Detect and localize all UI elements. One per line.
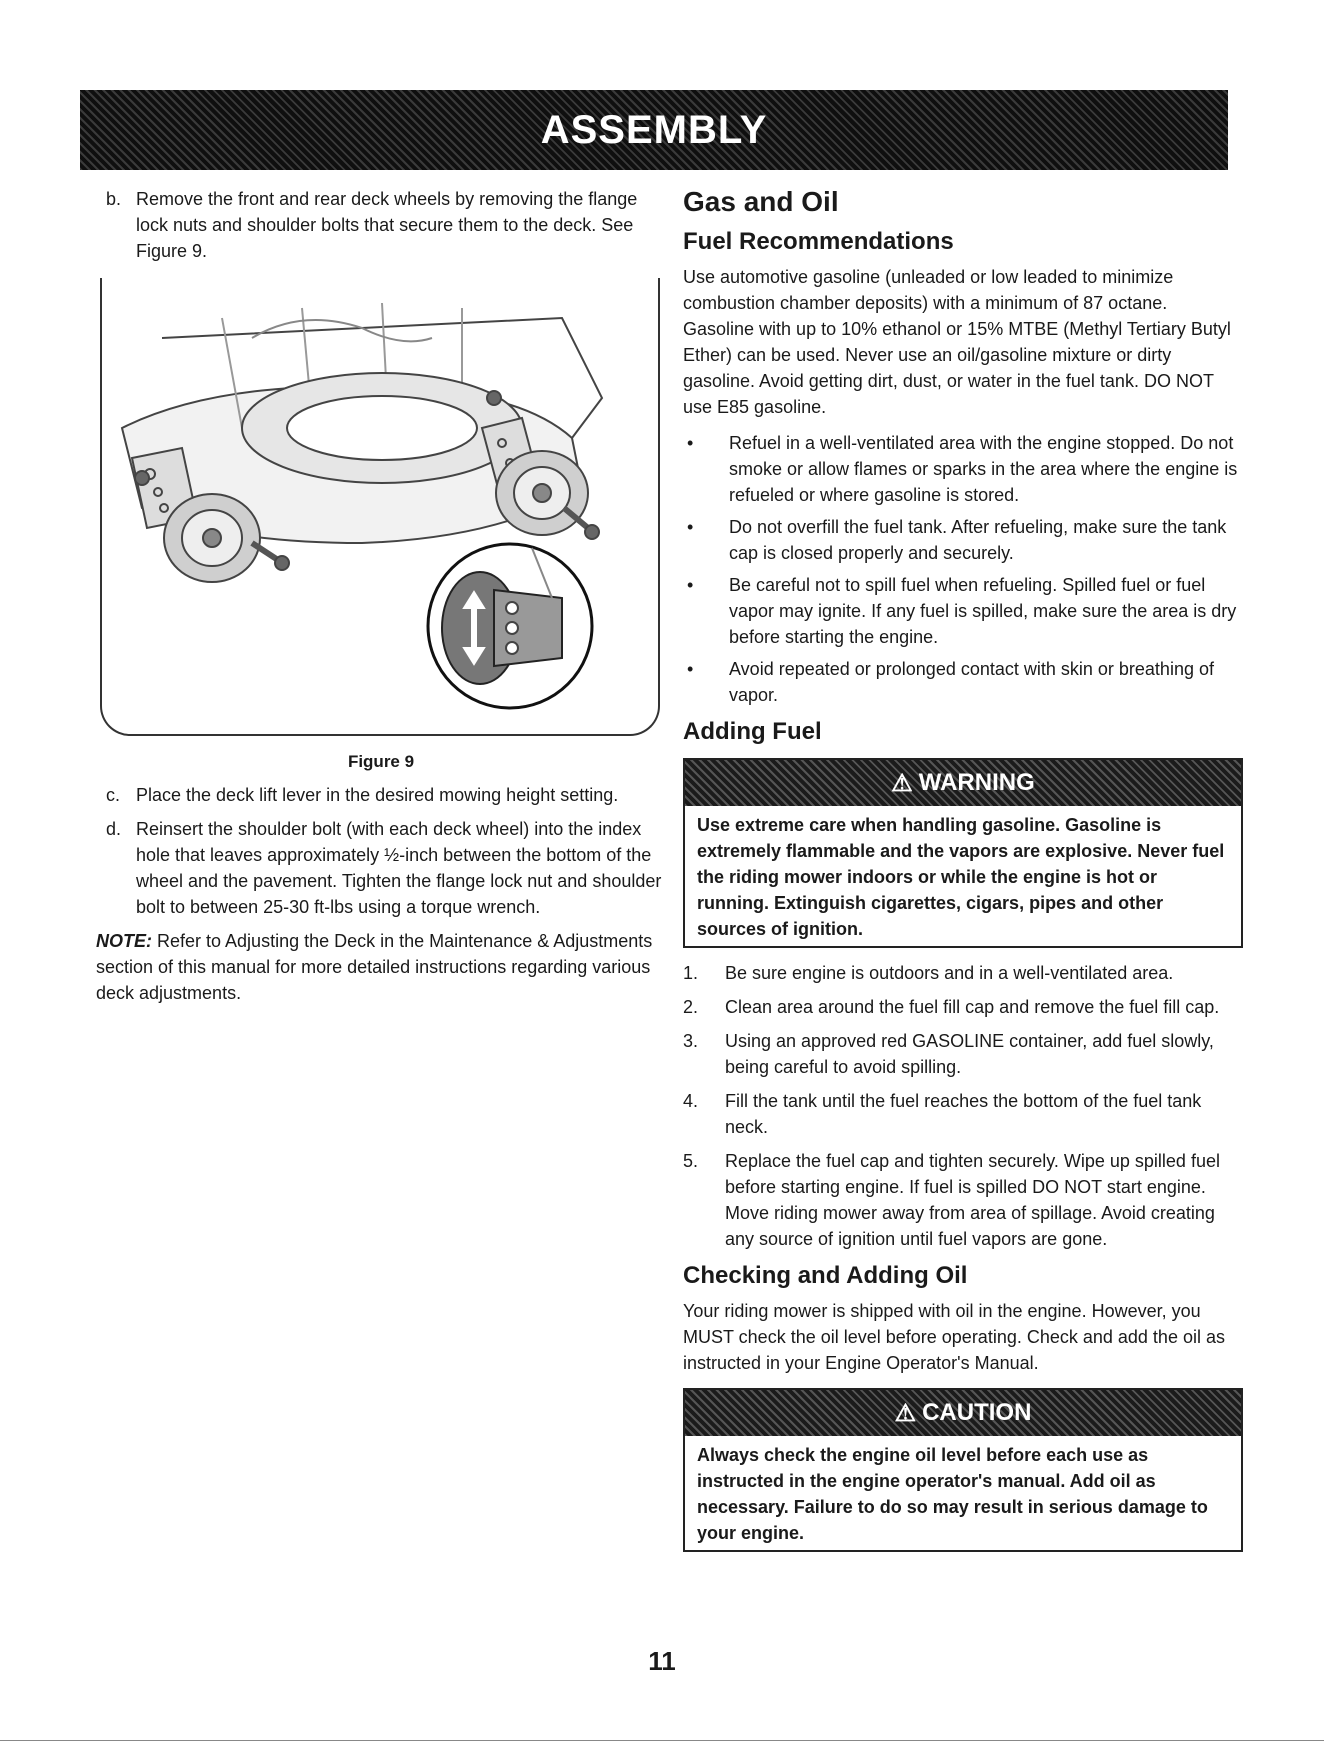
list-item: [683, 514, 1243, 566]
step-marker: d.: [106, 819, 122, 839]
bullet-marker: •: [687, 659, 694, 679]
list-item: [683, 1028, 1243, 1080]
fuel-recommendations-text: Use automotive gasoline (unleaded or low leaded to minimize combustion chamber deposits) with a minimum of 87 octane. Gasoline with up to 10% ethanol or 15% MTBE (Methyl Tertiary Butyl Ether) can be used. Never use an oil/gasoline mixture or dirty gasoline. Avoid getting dirt, dust, or water in the fuel tank. DO NOT use E85 gasoline.: [683, 267, 1231, 417]
list-item: [683, 572, 1243, 650]
right-column: [683, 186, 1243, 1564]
bullet-marker: •: [687, 575, 694, 595]
caution-box: [683, 1388, 1243, 1552]
bullet-text: Avoid repeated or prolonged contact with skin or breathing of vapor.: [729, 659, 1214, 705]
bottom-divider: [0, 1740, 1324, 1741]
gas-and-oil-heading: Gas and Oil: [683, 186, 839, 217]
adding-fuel-steps: [683, 960, 1243, 1252]
warning-header: [685, 760, 1241, 806]
caution-text: Always check the engine oil level before each use as instructed in the engine operator's manual. Add oil as necessary. Failure to do so may result in serious damage to your engine.: [697, 1445, 1208, 1543]
caution-header: [685, 1390, 1241, 1436]
warning-triangle-icon: ⚠: [894, 1399, 917, 1427]
deck-wheel-diagram: [102, 278, 658, 734]
list-item: [683, 1088, 1243, 1140]
adding-fuel-heading: Adding Fuel: [683, 718, 822, 745]
left-column: [96, 186, 666, 1006]
page-number: 11: [648, 1646, 676, 1676]
step-text: Reinsert the shoulder bolt (with each deck wheel) into the index hole that leaves approximately ½-inch between the bottom of the wheel and the pavement. Tighten the flange lock nut and shoulder bolt to between 25-30 ft-lbs using a torque wrench.: [136, 819, 662, 917]
figure-caption: Figure 9: [347, 752, 415, 771]
step-text: Be sure engine is outdoors and in a well-ventilated area.: [725, 963, 1174, 983]
step-text: Using an approved red GASOLINE container, add fuel slowly, being careful to avoid spilling.: [725, 1031, 1214, 1077]
section-title: ASSEMBLY: [540, 107, 768, 152]
checking-oil-heading: Checking and Adding Oil: [683, 1262, 968, 1289]
warning-text: Use extreme care when handling gasoline. Gasoline is extremely flammable and the vapors are explosive. Never fuel the riding mower indoors or while the engine is hot or running. Extinguish cigarettes, cigars, pipes and other sources of ignition.: [697, 815, 1225, 939]
list-item: [683, 656, 1243, 708]
bullet-marker: •: [687, 517, 694, 537]
step-marker: c.: [106, 785, 121, 805]
bullet-marker: •: [687, 433, 694, 453]
bullet-text: Be careful not to spill fuel when refueling. Spilled fuel or fuel vapor may ignite. If any fuel is spilled, make sure the area is dry before starting the engine.: [729, 575, 1237, 647]
step-marker: 2.: [683, 997, 699, 1017]
list-item: [683, 430, 1243, 508]
bullet-text: Do not overfill the fuel tank. After refueling, make sure the tank cap is closed properly and securely.: [729, 517, 1227, 563]
list-item: [683, 994, 1243, 1020]
step-c: [96, 782, 666, 808]
step-b: [96, 186, 666, 264]
step-text: Place the deck lift lever in the desired mowing height setting.: [136, 785, 619, 805]
figure-9-illustration: [100, 278, 660, 736]
step-text: Fill the tank until the fuel reaches the bottom of the fuel tank neck.: [725, 1091, 1202, 1137]
warning-label: WARNING: [918, 769, 1035, 796]
note-paragraph: [96, 928, 666, 1006]
caution-label: CAUTION: [922, 1399, 1032, 1426]
step-text: Clean area around the fuel fill cap and remove the fuel fill cap.: [725, 997, 1220, 1017]
list-item: [683, 960, 1243, 986]
step-marker: 4.: [683, 1091, 699, 1111]
list-item: [683, 1148, 1243, 1252]
fuel-recommendations-heading: Fuel Recommendations: [683, 228, 954, 255]
step-marker: 5.: [683, 1151, 699, 1171]
warning-box: [683, 758, 1243, 948]
step-text: Remove the front and rear deck wheels by removing the flange lock nuts and shoulder bolts that secure them to the deck. See Figure 9.: [136, 189, 638, 261]
step-text: Replace the fuel cap and tighten securely. Wipe up spilled fuel before starting engine. If fuel is spilled DO NOT start engine. Move riding mower away from area of spillage. Avoid creating any source of ignition until fuel vapors are gone.: [725, 1151, 1220, 1249]
note-label: NOTE:: [96, 931, 152, 951]
step-d: [96, 816, 666, 920]
checking-oil-text: Your riding mower is shipped with oil in the engine. However, you MUST check the oil level before operating. Check and add the oil as instructed in your Engine Operator's Manual.: [683, 1301, 1225, 1373]
warning-triangle-icon: ⚠: [891, 769, 913, 797]
note-text: Refer to Adjusting the Deck in the Maintenance & Adjustments section of this manual for more detailed instructions regarding various deck adjustments.: [96, 931, 653, 1003]
step-marker: 3.: [683, 1031, 699, 1051]
step-marker: b.: [106, 189, 122, 209]
section-header-banner: [80, 90, 1228, 170]
step-marker: 1.: [683, 963, 699, 983]
bullet-text: Refuel in a well-ventilated area with the engine stopped. Do not smoke or allow flames or sparks in the area where the engine is refueled or where gasoline is stored.: [729, 433, 1238, 505]
